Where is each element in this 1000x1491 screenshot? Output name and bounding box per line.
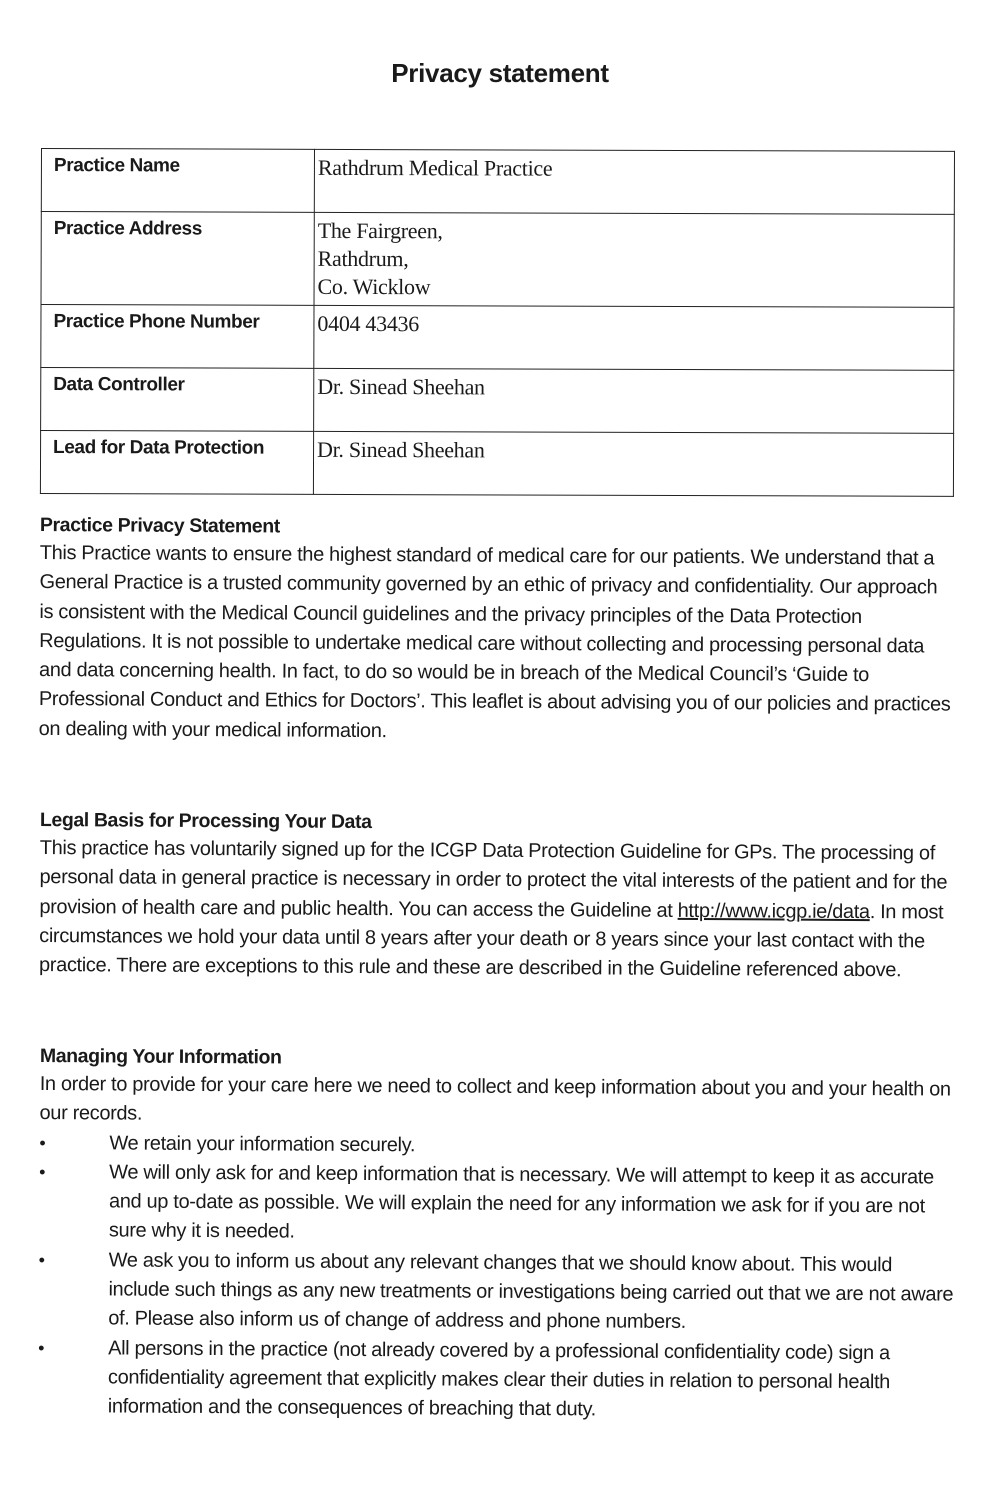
section-heading: Practice Privacy Statement xyxy=(39,513,280,538)
section-heading: Managing Your Information xyxy=(39,1045,282,1069)
list-item xyxy=(38,1334,954,1427)
table-row xyxy=(41,368,954,434)
icgp-guideline-link[interactable]: http://www.icgp.ie/data xyxy=(677,899,870,923)
address-line: The Fairgreen, xyxy=(317,217,443,244)
list-item-text: We will only ask for and keep information that is necessary. We will attempt to keep it as accurate and up to-date as possible. We will explain the need for any information we ask for if you are not sure why it is needed. xyxy=(108,1161,934,1244)
body-text: This practice has voluntarily signed up for the ICGP Data Protection Guideline for GPs. The processing of personal data in general practice is necessary in order to protect the vital interests of the patient and for the provision of health care and public health. You can access the Guideline at xyxy=(39,836,948,922)
table-row xyxy=(41,212,954,308)
bullet-list xyxy=(38,1129,955,1428)
list-item-text: We retain your information securely. xyxy=(109,1132,416,1156)
bullet-icon: • xyxy=(38,1337,45,1358)
practice-details-table xyxy=(40,148,955,497)
body-text: . In most circumstances we hold your data until 8 years after your death or 8 years since your last contact with the practice. There are exceptions to this rule and these are described in the Guideline referenced above. xyxy=(38,900,944,982)
list-item xyxy=(38,1246,954,1339)
bullet-icon: • xyxy=(39,1132,46,1153)
address-line: Co. Wicklow xyxy=(317,273,431,300)
practice-name-label: Practice Name xyxy=(41,149,314,213)
table-row xyxy=(41,149,954,215)
section-body: This Practice wants to ensure the highest standard of medical care for our patients. We understand that a General Practice is a trusted community governed by an ethic of privacy and confidentiality. Our approach is consistent with the Medical Council guidelines and the privacy principles of the Data Protection Regulations. It is not possible to undertake medical care without collecting and processing personal data and data concerning health. In fact, to do so would be in breach of the Medical Council’s ‘Guide to Professional Conduct and Ethics for Doctors’. This leaflet is about advising you of our policies and practices on dealing with your medical information. xyxy=(38,541,951,742)
table-row xyxy=(41,305,954,371)
data-controller-label: Data Controller xyxy=(41,368,314,432)
data-protection-lead-value: Dr. Sinead Sheehan xyxy=(313,431,953,496)
practice-address-value xyxy=(314,212,954,307)
bullet-icon: • xyxy=(38,1249,45,1270)
bullet-icon: • xyxy=(39,1161,46,1182)
list-item xyxy=(39,1158,955,1251)
practice-phone-label: Practice Phone Number xyxy=(41,305,314,369)
legal-basis-section xyxy=(39,806,955,986)
table-row xyxy=(40,431,953,497)
data-protection-lead-label: Lead for Data Protection xyxy=(40,431,313,495)
section-intro: In order to provide for your care here we need to collect and keep information about you and your health on our records. xyxy=(39,1072,951,1125)
list-item-text: All persons in the practice (not already covered by a professional confidentiality code) sign a confidentiality agreement that explicitly makes clear their duties in relation to personal health information and the consequences of breaching that duty. xyxy=(107,1337,891,1421)
practice-privacy-section xyxy=(39,511,955,750)
practice-phone-value: 0404 43436 xyxy=(314,305,954,370)
practice-address-label: Practice Address xyxy=(41,212,314,306)
section-heading: Legal Basis for Processing Your Data xyxy=(39,808,372,834)
page-title: Privacy statement xyxy=(391,58,609,88)
managing-information-section xyxy=(38,1042,955,1427)
address-line: Rathdrum, xyxy=(317,245,409,272)
practice-name-value: Rathdrum Medical Practice xyxy=(314,149,954,214)
section-body xyxy=(39,834,955,986)
list-item-text: We ask you to inform us about any relevant changes that we should know about. This would include such things as any new treatments or investigations being carried out that we are not aware of. Please also inform us of change of address and phone numbers. xyxy=(108,1249,954,1334)
data-controller-value: Dr. Sinead Sheehan xyxy=(314,368,954,433)
